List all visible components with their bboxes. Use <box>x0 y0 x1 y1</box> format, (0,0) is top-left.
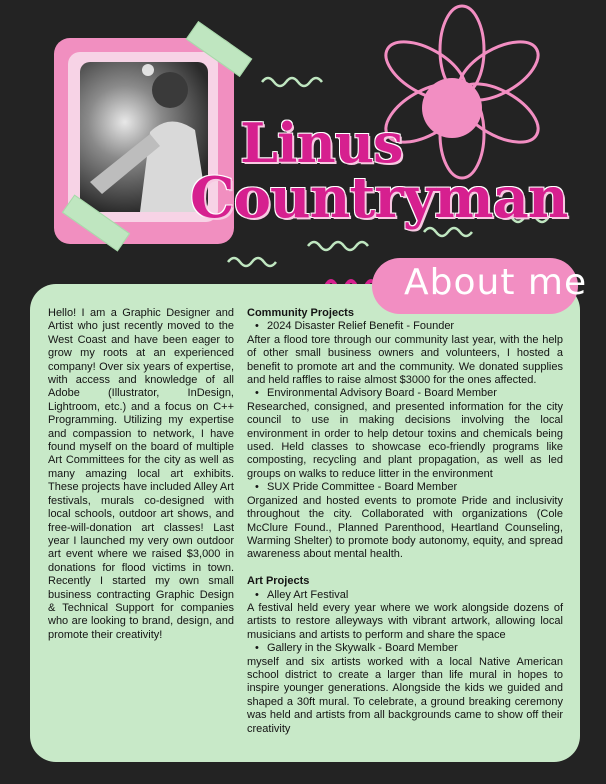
list-item: • SUX Pride Committee - Board Member <box>247 481 563 494</box>
projects-column <box>247 307 563 736</box>
art-heading: Art Projects <box>247 575 310 588</box>
list-item: • Environmental Advisory Board - Board Member <box>247 387 563 400</box>
list-item: • Alley Art Festival <box>247 589 563 602</box>
spacer <box>247 562 563 575</box>
section-title: About me <box>404 262 588 303</box>
intro-text: Hello! I am a Graphic Designer and Artist who just recently moved to the West Coast and have been eager to grow my roots at an experienced company! Over six years of expertise, with access and knowledge of all Adobe (Illustrator, InDesign, Lightroom, etc.) and a focus on C++ Programming. Utilizing my expertise and compassion to network, I have found myself on the board of multiple Art Committees for the city as well as many amazing local art exhibits. These projects have included Alley Art festivals, murals co-designed with local schools, outdoor art shows, and free-will-donation art classes! Last year I launched my very own outdoor art event where we raised $3,000 in donations for flood victims in town. Recently I started my own small business contracting Graphic Design & Technical Support for companies who are looking to brand, design, and promote their creativity! <box>48 307 234 641</box>
name-first: Linus <box>240 111 403 175</box>
item-description: myself and six artists worked with a local Native American school district to create a larger than life mural in hopes to inspire younger generations. Alongside the kids we guided and shaped a 30ft mural. To celebrate, a ground breaking ceremony was held and artists from all backgrounds came to show off their creativity <box>247 655 563 735</box>
item-description: Researched, consigned, and presented information for the city council to use in making decisions involving the local environment in order to help detour toxins and chemicals being used. Held classes to showcase eco-friendly programs like composting, recycling and plant propagation, as well as led groups on walks to reduce litter in the environment <box>247 400 563 480</box>
person-icon <box>80 62 208 212</box>
name-last: Countryman <box>190 165 568 231</box>
item-description: Organized and hosted events to promote Pride and inclusivity throughout the city. Collaborated with organizations (Cole McClure Found., Planned Parenthood, Heartland Counseling, Warming Shelter) to promote body autonomy, equity, and spread awareness about mental health. <box>247 494 563 561</box>
list-item: • Gallery in the Skywalk - Board Member <box>247 642 563 655</box>
profile-photo <box>80 62 208 212</box>
item-description: After a flood tore through our community last year, with the help of other small business owners and volunteers, I hosted a benefit to promote art and the community. We donated supplies and held raffles to raise almost $3000 for the ones affected. <box>247 333 563 387</box>
item-description: A festival held every year where we work alongside dozens of artists to restore alleyways with vibrant artwork, allowing local musicians and artists to perform and share the space <box>247 601 563 641</box>
list-item: • 2024 Disaster Relief Benefit - Founder <box>247 320 563 333</box>
community-heading: Community Projects <box>247 307 354 319</box>
